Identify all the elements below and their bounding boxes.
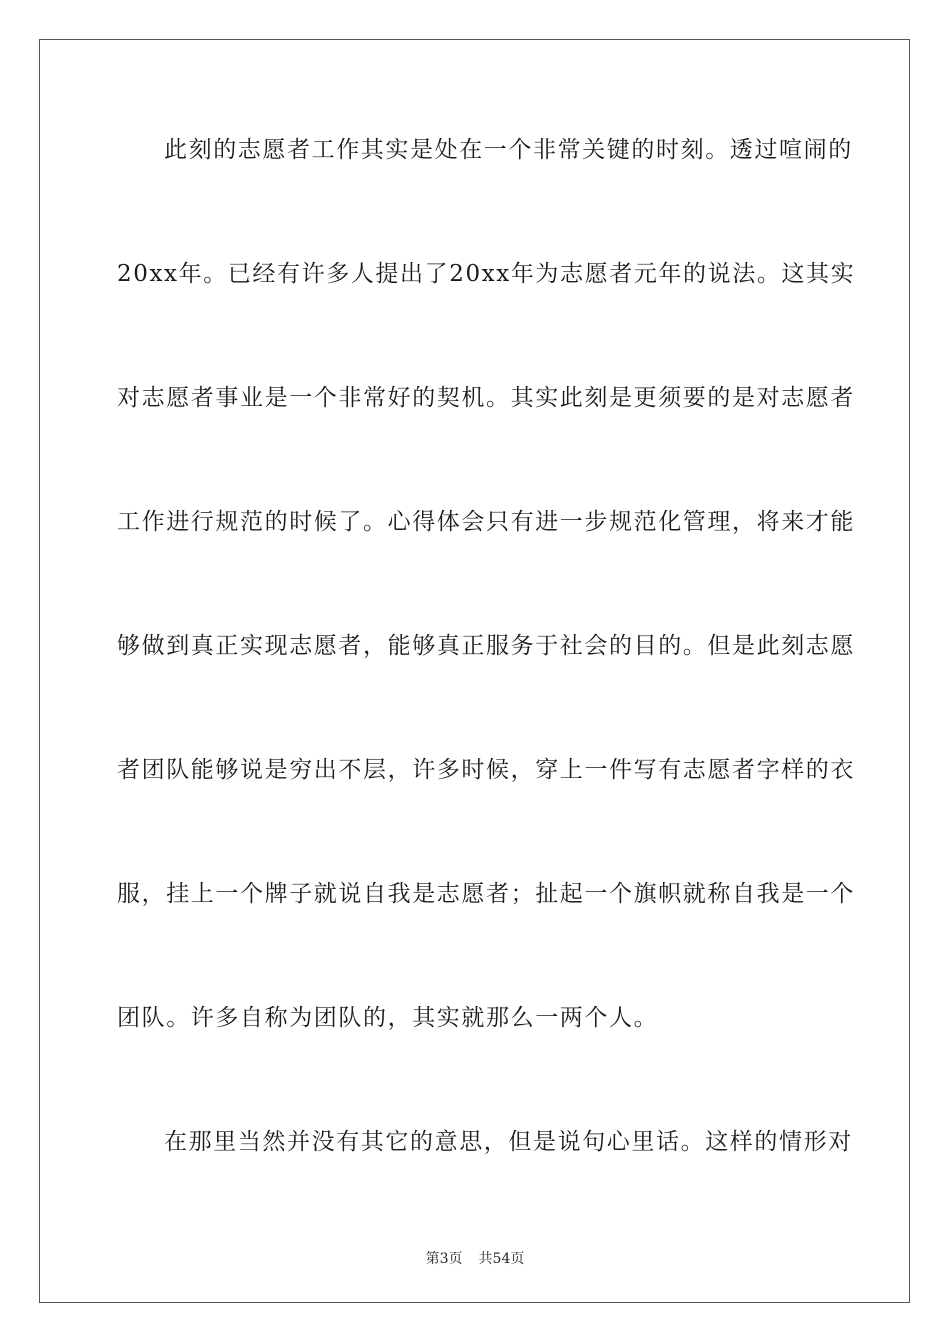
paragraph-1-line-8: 团队。许多自称为团队的，其实就那么一两个人。 <box>117 1005 659 1031</box>
paragraph-1-line-5: 够做到真正实现志愿者，能够真正服务于社会的目的。但是此刻志愿 <box>117 633 855 659</box>
page-number: 第3页 <box>425 1251 463 1267</box>
paragraph-2-line-1: 在那里当然并没有其它的意思，但是说句心里话。这样的情形对 <box>164 1129 853 1155</box>
paragraph-1-line-3: 对志愿者事业是一个非常好的契机。其实此刻是更须要的是对志愿者 <box>117 385 855 411</box>
page-total: 共54页 <box>478 1251 525 1267</box>
paragraph-1-line-1: 此刻的志愿者工作其实是处在一个非常关键的时刻。透过喧闹的 <box>164 137 853 163</box>
paragraph-1-line-6: 者团队能够说是穷出不层，许多时候，穿上一件写有志愿者字样的衣 <box>117 757 855 783</box>
paragraph-1-line-7: 服，挂上一个牌子就说自我是志愿者；扯起一个旗帜就称自我是一个 <box>117 881 855 907</box>
page-border <box>39 39 910 1303</box>
paragraph-1-line-4: 工作进行规范的时候了。心得体会只有进一步规范化管理，将来才能 <box>117 509 855 535</box>
page-footer <box>0 1248 950 1268</box>
paragraph-1-line-2: 20xx年。已经有许多人提出了20xx年为志愿者元年的说法。这其实 <box>117 261 856 287</box>
